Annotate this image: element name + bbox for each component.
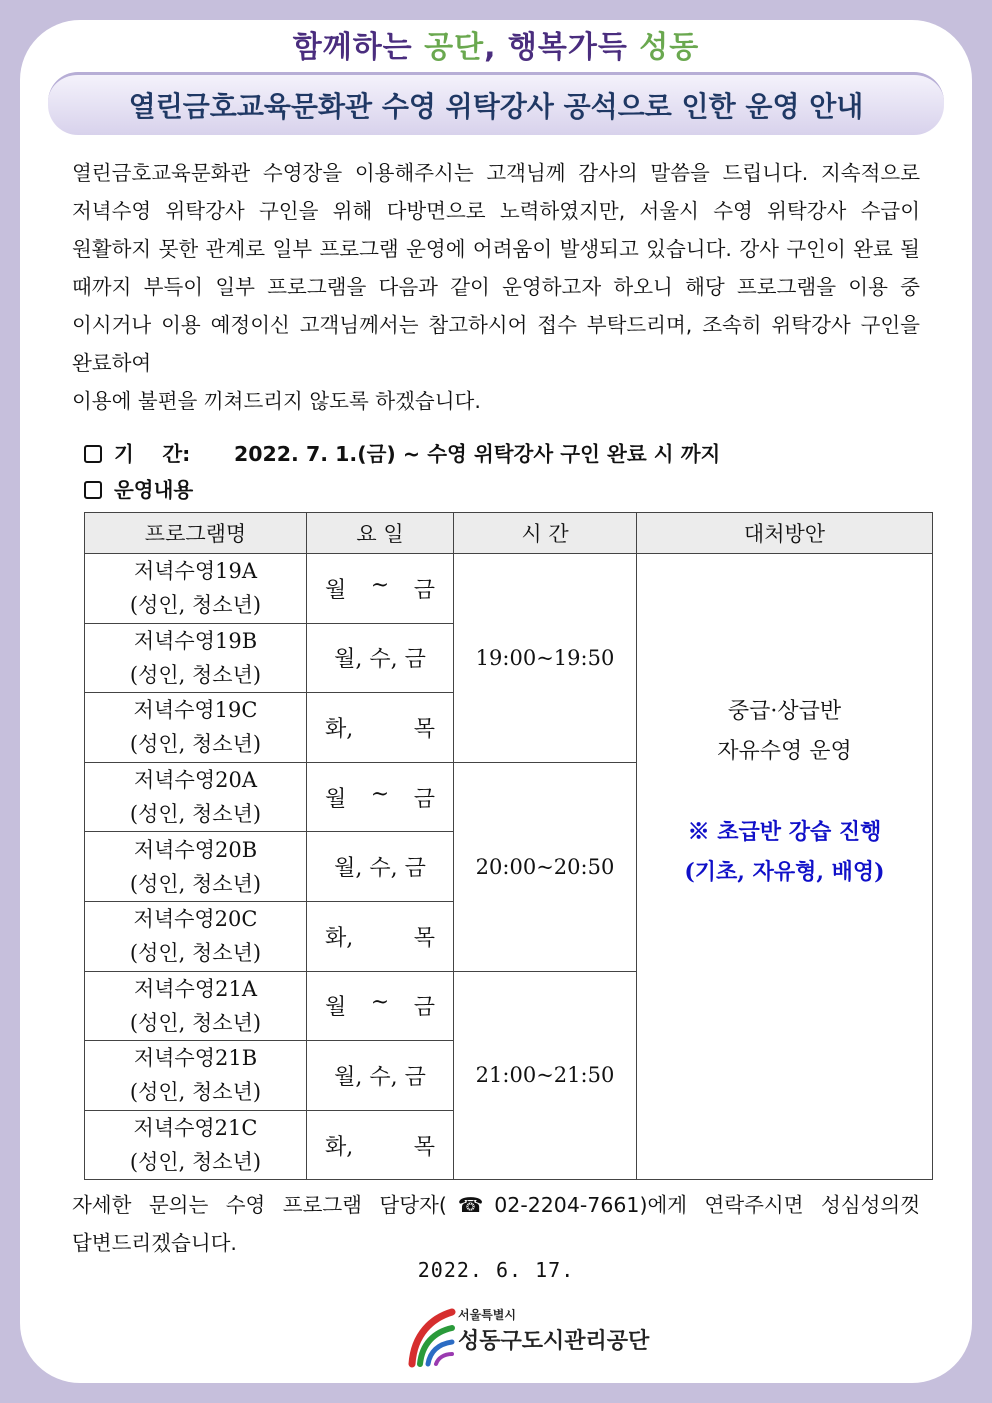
- header-time: 시 간: [454, 513, 637, 554]
- day-start: 월: [325, 786, 347, 812]
- days-cell: 월, 수, 금: [307, 1041, 454, 1111]
- program-name: 저녁수영21A: [133, 976, 258, 1001]
- program-name: 저녁수영21C: [133, 1116, 258, 1141]
- program-cell: [85, 554, 307, 624]
- alternative-note-1: ※ 초급반 강습 진행: [687, 818, 882, 845]
- days-cell: [307, 971, 454, 1041]
- time-cell: 21:00~21:50: [454, 971, 637, 1180]
- program-target: (성인, 청소년): [129, 1010, 262, 1035]
- program-cell: [85, 832, 307, 902]
- contents-label: 운영내용: [114, 478, 194, 502]
- program-name: 저녁수영20C: [133, 907, 258, 932]
- program-name: 저녁수영19C: [133, 698, 258, 723]
- slogan-part-3: , 행복가득: [484, 30, 640, 65]
- intro-paragraph: [72, 154, 920, 420]
- alternative-line-1: 중급·상급반: [727, 698, 842, 724]
- day-end: 금: [413, 995, 435, 1021]
- header-program: 프로그램명: [85, 513, 307, 554]
- days-cell: [307, 1110, 454, 1180]
- day-sep: ~: [370, 990, 390, 1016]
- day-sep: ~: [370, 781, 390, 807]
- day-start: 월: [325, 995, 347, 1021]
- day-end: 금: [413, 577, 435, 603]
- days-cell: 월, 수, 금: [307, 832, 454, 902]
- day-end: 금: [413, 786, 435, 812]
- slogan-part-2: 공단: [424, 30, 485, 65]
- day-start: 화,: [325, 716, 354, 742]
- program-name: 저녁수영20A: [133, 768, 258, 793]
- day-end: 목: [413, 925, 435, 951]
- header-days: 요 일: [307, 513, 454, 554]
- program-target: (성인, 청소년): [129, 802, 262, 827]
- time-cell: 19:00~19:50: [454, 554, 637, 763]
- rainbow-logo-icon: [408, 1304, 456, 1368]
- time-cell: 20:00~20:50: [454, 762, 637, 971]
- contents-row: [84, 472, 924, 508]
- program-cell: [85, 971, 307, 1041]
- notice-date: 2022. 6. 17.: [417, 1258, 575, 1282]
- intro-line-5: 같이 운영하고자 하오니 해당 프로그램을 이용 중 이시거나 이용 예정이신: [72, 275, 920, 337]
- intro-line-7: 이용에 불편을 끼쳐드리지 않도록 하겠습니다.: [72, 389, 481, 413]
- alternative-note-2: (기초, 자유형, 배영): [684, 858, 885, 885]
- program-target: (성인, 청소년): [129, 1150, 262, 1175]
- day-start: 화,: [325, 1134, 354, 1160]
- header-alternative: 대처방안: [637, 513, 933, 554]
- program-name: 저녁수영20B: [133, 837, 258, 862]
- org-city: 서울특별시: [458, 1308, 516, 1322]
- period-row: [84, 436, 924, 472]
- intro-line-6: 고객님께서는 참고하시어 접수 부탁드리며, 조속히 위탁강사 구인을 완료하여: [72, 313, 920, 375]
- contact-line-2: 답변드리겠습니다.: [72, 1231, 237, 1255]
- period-label: 기 간:: [114, 442, 191, 466]
- checkbox-square-icon: [84, 481, 102, 499]
- page-title: 열린금호교육문화관 수영 위탁강사 공석으로 인한 운영 안내: [128, 90, 864, 123]
- program-name: 저녁수영19A: [133, 559, 258, 584]
- program-cell: [85, 901, 307, 971]
- intro-line-1: 열린금호교육문화관 수영장을 이용해주시는 고객님께 감사의 말씀을 드립니다.: [72, 161, 809, 185]
- table-row: [85, 554, 933, 624]
- day-start: 월: [325, 577, 347, 603]
- program-target: (성인, 청소년): [129, 941, 262, 966]
- alternative-line-2: 자유수영 운영: [717, 738, 852, 764]
- day-start: 화,: [325, 925, 354, 951]
- title-banner: [48, 72, 944, 135]
- intro-line-2: 지속적으로 저녁수영 위탁강사 구인을 위해 다방면으로 노력하였지만, 서울시: [72, 161, 920, 223]
- slogan-part-4: 성동: [639, 30, 700, 65]
- org-name: 성동구도시관리공단: [458, 1329, 650, 1354]
- slogan-part-1: 함께하는: [292, 30, 425, 65]
- days-cell: [307, 901, 454, 971]
- program-cell: [85, 1110, 307, 1180]
- program-cell: [85, 623, 307, 693]
- bullet-list: [84, 436, 924, 508]
- day-end: 목: [413, 716, 435, 742]
- period-value: 2022. 7. 1.(금) ~ 수영 위탁강사 구인 완료 시 까지: [234, 442, 721, 466]
- program-cell: [85, 762, 307, 832]
- schedule-table: [84, 512, 933, 1180]
- checkbox-square-icon: [84, 445, 102, 463]
- org-logo: [408, 1300, 650, 1370]
- day-sep: ~: [370, 572, 390, 598]
- contact-line-1: 자세한 문의는 수영 프로그램 담당자(☎02-2204-7661)에게 연락주시면 성심성의껏: [72, 1193, 920, 1217]
- program-target: (성인, 청소년): [129, 593, 262, 618]
- days-cell: [307, 693, 454, 763]
- days-cell: 월, 수, 금: [307, 623, 454, 693]
- program-target: (성인, 청소년): [129, 1080, 262, 1105]
- program-name: 저녁수영19B: [133, 628, 258, 653]
- days-cell: [307, 762, 454, 832]
- slogan: [0, 22, 992, 66]
- program-target: (성인, 청소년): [129, 732, 262, 757]
- program-target: (성인, 청소년): [129, 871, 262, 896]
- intro-line-3: 수영 위탁강사 수급이 원활하지 못한 관계로 일부 프로그램 운영에 어려움이: [72, 199, 920, 261]
- table-header-row: [85, 513, 933, 554]
- program-name: 저녁수영21B: [133, 1046, 258, 1071]
- contact-paragraph: [72, 1186, 920, 1262]
- day-end: 목: [413, 1134, 435, 1160]
- program-cell: [85, 693, 307, 763]
- days-cell: [307, 554, 454, 624]
- intro-line-4: 발생되고 있습니다. 강사 구인이 완료 될 때까지 부득이 일부 프로그램을 다음과: [72, 237, 920, 299]
- program-cell: [85, 1041, 307, 1111]
- alternative-cell: [637, 554, 933, 1180]
- program-target: (성인, 청소년): [129, 662, 262, 687]
